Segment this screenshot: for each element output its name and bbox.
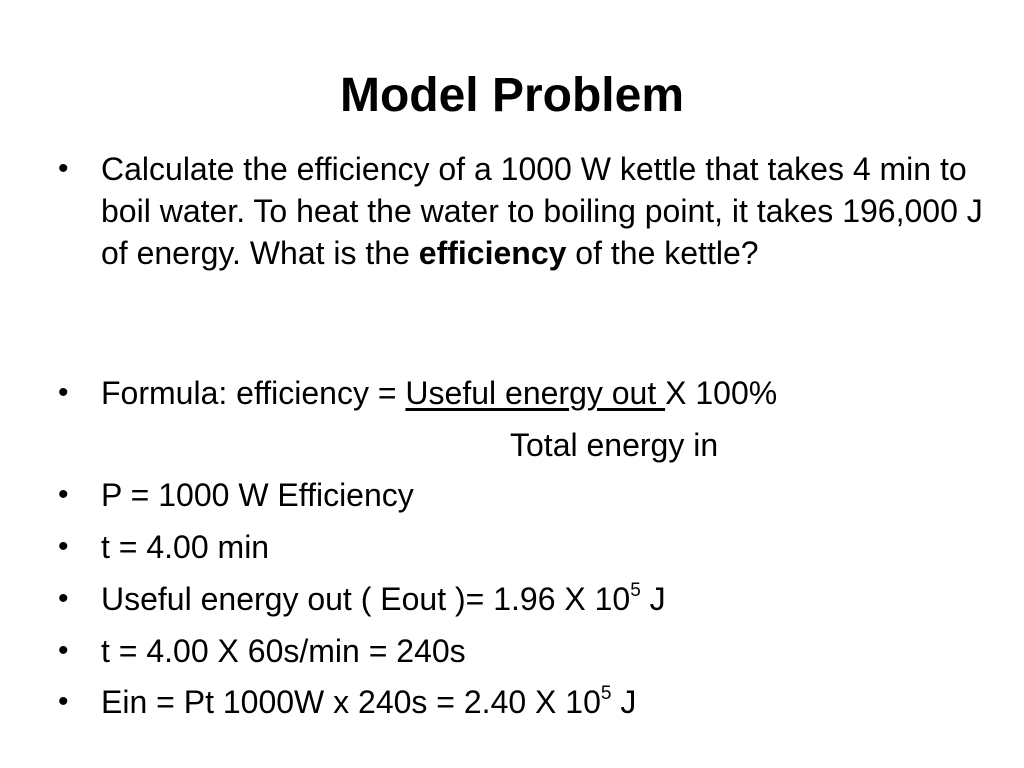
bullet-dot: • bbox=[58, 582, 69, 615]
bullet-unit: J bbox=[640, 581, 666, 617]
bullet-dot: • bbox=[58, 685, 69, 718]
bullet-text bbox=[101, 578, 1001, 620]
bullet-unit: J bbox=[611, 684, 637, 720]
problem-text bbox=[101, 148, 1001, 274]
slide-title: Model Problem bbox=[339, 69, 685, 122]
formula-numerator: Useful energy out bbox=[405, 375, 666, 411]
bullet-text-main: Ein = Pt 1000W x 240s = 2.40 X 10 bbox=[101, 684, 601, 720]
bullet-formula bbox=[58, 372, 978, 462]
bullet-dot: • bbox=[58, 530, 69, 563]
exponent: 5 bbox=[630, 580, 641, 601]
problem-emphasis: efficiency bbox=[418, 235, 567, 271]
problem-text-part2: of the kettle? bbox=[566, 235, 759, 271]
bullet-text: t = 4.00 min bbox=[101, 529, 270, 565]
bullet-text: t = 4.00 X 60s/min = 240s bbox=[101, 633, 466, 669]
bullet-text: P = 1000 W Efficiency bbox=[101, 477, 414, 513]
bullet-problem bbox=[58, 148, 983, 318]
formula-line bbox=[101, 372, 1001, 414]
formula-denominator: Total energy in bbox=[510, 427, 719, 463]
formula-prefix: Formula: efficiency = bbox=[101, 375, 406, 411]
bullet-text bbox=[101, 681, 1001, 723]
bullet-dot: • bbox=[58, 152, 69, 185]
formula bbox=[101, 372, 1001, 463]
bullet-dot: • bbox=[58, 376, 69, 409]
problem-text-part1: Calculate the efficiency of a 1000 W kettle that takes 4 min to boil water. To heat the water to boiling point, it takes 196,000 J of energy. What is the bbox=[101, 151, 983, 271]
bullet-text-main: Useful energy out ( Eout )= 1.96 X 10 bbox=[101, 581, 631, 617]
formula-suffix: X 100% bbox=[665, 375, 778, 411]
bullet-dot: • bbox=[58, 478, 69, 511]
exponent: 5 bbox=[600, 683, 612, 704]
bullet-dot: • bbox=[58, 634, 69, 667]
